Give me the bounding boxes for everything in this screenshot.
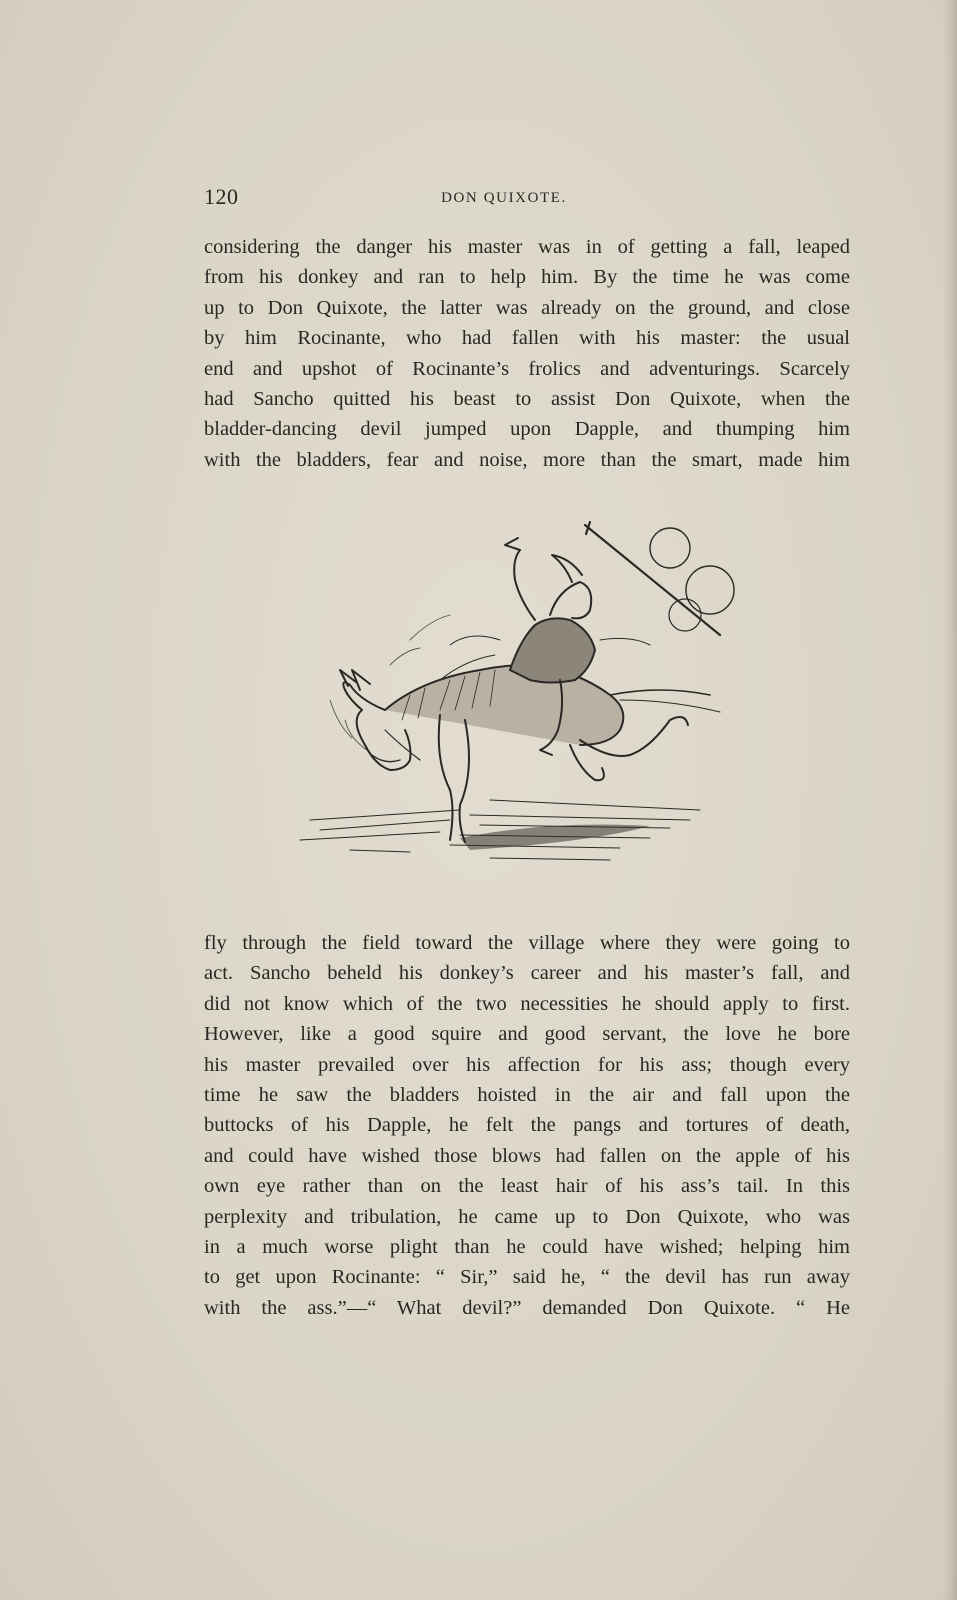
text-line: and could have wished those blows had fallen on the apple of his [204, 1144, 850, 1167]
text-line: bladder-dancing devil jumped upon Dapple, and thumping him [204, 418, 850, 441]
text-line: fly through the field toward the village where they were going to [204, 932, 850, 954]
body-text-top [204, 232, 850, 475]
text-line: However, like a good squire and good servant, the love he bore [204, 1023, 850, 1046]
text-line: by him Rocinante, who had fallen with his master: the usual [204, 327, 850, 350]
running-head [204, 184, 850, 214]
stick-with-bladders [585, 522, 734, 635]
text-line: up to Don Quixote, the latter was already on the ground, and close [204, 296, 850, 319]
text-line: perplexity and tribulation, he came up to Don Quixote, who was [204, 1205, 850, 1228]
text-line: buttocks of his Dapple, he felt the pangs and tortures of death, [204, 1114, 850, 1137]
page-number: 120 [204, 184, 239, 209]
running-title: DON QUIXOTE. [441, 190, 567, 206]
text-line: time he saw the bladders hoisted in the air and fall upon the [204, 1083, 850, 1106]
text-line: with the ass.”—“ What devil?” demanded Don Quixote. “ He [204, 1296, 850, 1319]
text-line: end and upshot of Rocinante’s frolics and adventurings. Scarcely [204, 357, 850, 380]
donkey [340, 665, 720, 842]
text-line: with the bladders, fear and noise, more than the smart, made him [204, 448, 850, 471]
engraving-illustration [290, 520, 750, 890]
text-line: his master prevailed over his affection for his ass; though every [204, 1053, 850, 1076]
page-edge-shadow [943, 0, 957, 1600]
text-line: considering the danger his master was in of getting a fall, leaped [204, 236, 850, 258]
ground-hatching [300, 800, 700, 860]
text-line: from his donkey and ran to help him. By the time he was come [204, 266, 850, 289]
text-line: had Sancho quitted his beast to assist Don Quixote, when the [204, 387, 850, 410]
body-text-bottom [204, 928, 850, 1323]
text-line: did not know which of the two necessities he should apply to first. [204, 992, 850, 1015]
text-line: act. Sancho beheld his donkey’s career and his master’s fall, and [204, 962, 850, 985]
text-line: to get upon Rocinante: “ Sir,” said he, “ the devil has run away [204, 1266, 850, 1289]
text-line: in a much worse plight than he could have wished; helping him [204, 1235, 850, 1258]
text-line: own eye rather than on the least hair of his ass’s tail. In this [204, 1175, 850, 1198]
